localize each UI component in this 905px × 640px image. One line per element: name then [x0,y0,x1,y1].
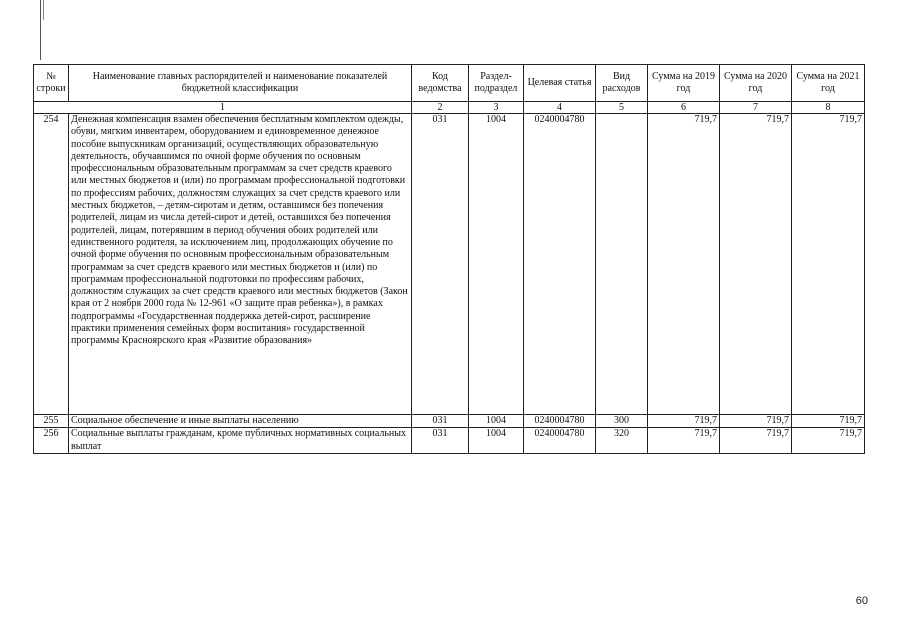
header-name: Наименование главных распорядителей и наименование показателей бюджетной классификации [69,65,412,102]
row-number: 255 [34,415,69,428]
row-name: Социальное обеспечение и иные выплаты населению [69,415,412,428]
column-number: 4 [524,102,596,114]
header-sum-2019: Сумма на 2019 год [648,65,720,102]
row-sum-2019: 719,7 [648,415,720,428]
row-sum-2021: 719,7 [792,114,865,415]
row-razdel: 1004 [469,428,524,454]
row-sum-2019: 719,7 [648,114,720,415]
column-number: 6 [648,102,720,114]
row-razdel: 1004 [469,415,524,428]
row-sum-2019: 719,7 [648,428,720,454]
column-number-row [34,102,865,114]
table-row [34,428,865,454]
header-sum-2020: Сумма на 2020 год [720,65,792,102]
row-sum-2021: 719,7 [792,415,865,428]
row-sum-2021: 719,7 [792,428,865,454]
column-number: 8 [792,102,865,114]
row-statya: 0240004780 [524,114,596,415]
row-number: 256 [34,428,69,454]
table-row [34,415,865,428]
column-number: 7 [720,102,792,114]
header-row [34,65,865,102]
row-ved: 031 [412,428,469,454]
row-name: Денежная компенсация взамен обеспечения бесплатным комплектом одежды, обуви, мягким инвентарем, оборудованием и единовременное денежное пособие выпускникам организаций, осуществляющих образовательную деятельность, обучавшимся по очной форме обучения по основным профессиональным образовательным программам за счет средств краевого или местных бюджетов и (или) по программам профессиональной подготовки по профессиям рабочих, должностям служащих за счет средств краевого или местных бюджетов, – детям-сиротам и детям, оставшимся без попечения родителей, лицам из числа детей-сирот и детей, оставшихся без попечения родителей, лицам, потерявшим в период обучения обоих родителей или единственного родителя, за исключением лиц, продолжающих обучение по очной форме обучения по основным профессиональным образовательным программам за счет средств краевого или местных бюджетов и (или) по программам профессиональной подготовки по профессиям рабочих, должностям служащих за счет средств краевого или местных бюджетов (Закон края от 2 ноября 2000 года № 12-961 «О защите прав ребенка»), в рамках подпрограммы «Государственная поддержка детей-сирот, расширение практики применения семейных форм воспитания» государственной программы Красноярского края «Развитие образования» [69,114,412,415]
row-statya: 0240004780 [524,428,596,454]
row-statya: 0240004780 [524,415,596,428]
row-ved: 031 [412,114,469,415]
budget-table [33,64,865,454]
table-row [34,114,865,415]
column-number: 5 [596,102,648,114]
row-razdel: 1004 [469,114,524,415]
row-vid: 300 [596,415,648,428]
column-number: 3 [469,102,524,114]
row-sum-2020: 719,7 [720,428,792,454]
margin-rule-short [43,0,44,20]
row-ved: 031 [412,415,469,428]
row-name: Социальные выплаты гражданам, кроме публичных нормативных социальных выплат [69,428,412,454]
header-row-number: № строки [34,65,69,102]
header-sum-2021: Сумма на 2021 год [792,65,865,102]
row-vid: 320 [596,428,648,454]
column-number: 2 [412,102,469,114]
row-vid [596,114,648,415]
header-ved: Код ведомства [412,65,469,102]
column-number: 1 [34,102,412,114]
header-vid: Вид расходов [596,65,648,102]
row-number: 254 [34,114,69,415]
row-sum-2020: 719,7 [720,114,792,415]
row-sum-2020: 719,7 [720,415,792,428]
header-statya: Целевая статья [524,65,596,102]
page-number: 60 [855,595,868,607]
header-razdel: Раздел-подраздел [469,65,524,102]
margin-rule [40,0,41,60]
